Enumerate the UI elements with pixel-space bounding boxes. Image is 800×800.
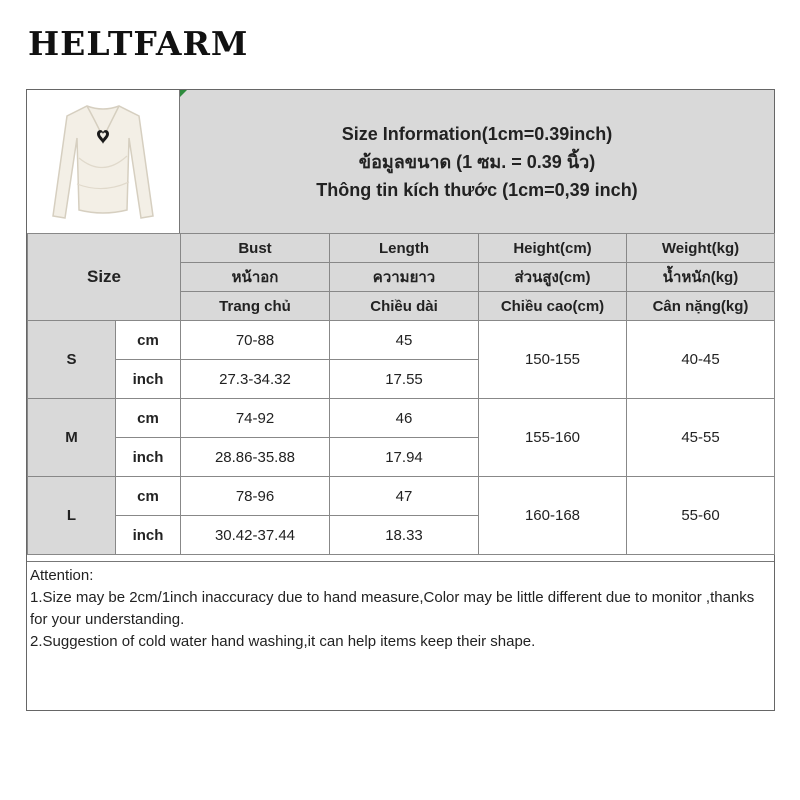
column-weight: Weight(kg) [627, 234, 775, 263]
bust-inch: 28.86-35.88 [181, 438, 330, 477]
column-height: Height(cm) [479, 234, 627, 263]
title-thai: ข้อมูลขนาด (1 ซม. = 0.39 นิ้ว) [358, 151, 596, 172]
size-label: S [28, 321, 116, 399]
table-row [28, 321, 775, 360]
height-value: 160-168 [479, 477, 627, 555]
unit-inch: inch [116, 516, 181, 555]
chart-header [27, 90, 774, 234]
size-label: L [28, 477, 116, 555]
unit-inch: inch [116, 360, 181, 399]
column-height-th: ส่วนสูง(cm) [479, 263, 627, 292]
weight-value: 55-60 [627, 477, 775, 555]
size-table [27, 233, 775, 555]
unit-cm: cm [116, 321, 181, 360]
brand-logo: HELTFARM [28, 24, 249, 63]
column-length: Length [330, 234, 479, 263]
length-cm: 45 [330, 321, 479, 360]
unit-inch: inch [116, 438, 181, 477]
column-length-vi: Chiều dài [330, 292, 479, 321]
column-height-vi: Chiều cao(cm) [479, 292, 627, 321]
column-weight-vi: Cân nặng(kg) [627, 292, 775, 321]
column-bust: Bust [181, 234, 330, 263]
column-bust-vi: Trang chủ [181, 292, 330, 321]
length-cm: 46 [330, 399, 479, 438]
bust-cm: 78-96 [181, 477, 330, 516]
title-english: Size Information(1cm=0.39inch) [341, 123, 613, 144]
attention-notes [27, 561, 774, 710]
unit-cm: cm [116, 477, 181, 516]
table-row [28, 477, 775, 516]
header-row-en [28, 234, 775, 263]
length-inch: 18.33 [330, 516, 479, 555]
note-item: 1.Size may be 2cm/1inch inaccuracy due to hand measure,Color may be little different due to monitor ,thanks for your understanding. [30, 589, 755, 628]
note-item: 2.Suggestion of cold water hand washing,it can help items keep their shape. [30, 633, 536, 650]
notes-heading: Attention: [30, 567, 94, 584]
height-value: 155-160 [479, 399, 627, 477]
product-image [43, 98, 163, 226]
height-value: 150-155 [479, 321, 627, 399]
column-bust-th: หน้าอก [181, 263, 330, 292]
bust-inch: 30.42-37.44 [181, 516, 330, 555]
length-inch: 17.94 [330, 438, 479, 477]
title-vietnamese: Thông tin kích thước (1cm=0,39 inch) [316, 179, 638, 200]
size-label: M [28, 399, 116, 477]
bust-cm: 70-88 [181, 321, 330, 360]
size-chart [26, 89, 775, 711]
weight-value: 45-55 [627, 399, 775, 477]
corner-marker [180, 90, 187, 97]
size-header: Size [28, 234, 181, 321]
bust-cm: 74-92 [181, 399, 330, 438]
bust-inch: 27.3-34.32 [181, 360, 330, 399]
product-thumbnail [27, 90, 180, 233]
column-length-th: ความยาว [330, 263, 479, 292]
table-row [28, 399, 775, 438]
column-weight-th: น้ำหนัก(kg) [627, 263, 775, 292]
size-info-title [180, 90, 774, 233]
length-cm: 47 [330, 477, 479, 516]
weight-value: 40-45 [627, 321, 775, 399]
length-inch: 17.55 [330, 360, 479, 399]
unit-cm: cm [116, 399, 181, 438]
